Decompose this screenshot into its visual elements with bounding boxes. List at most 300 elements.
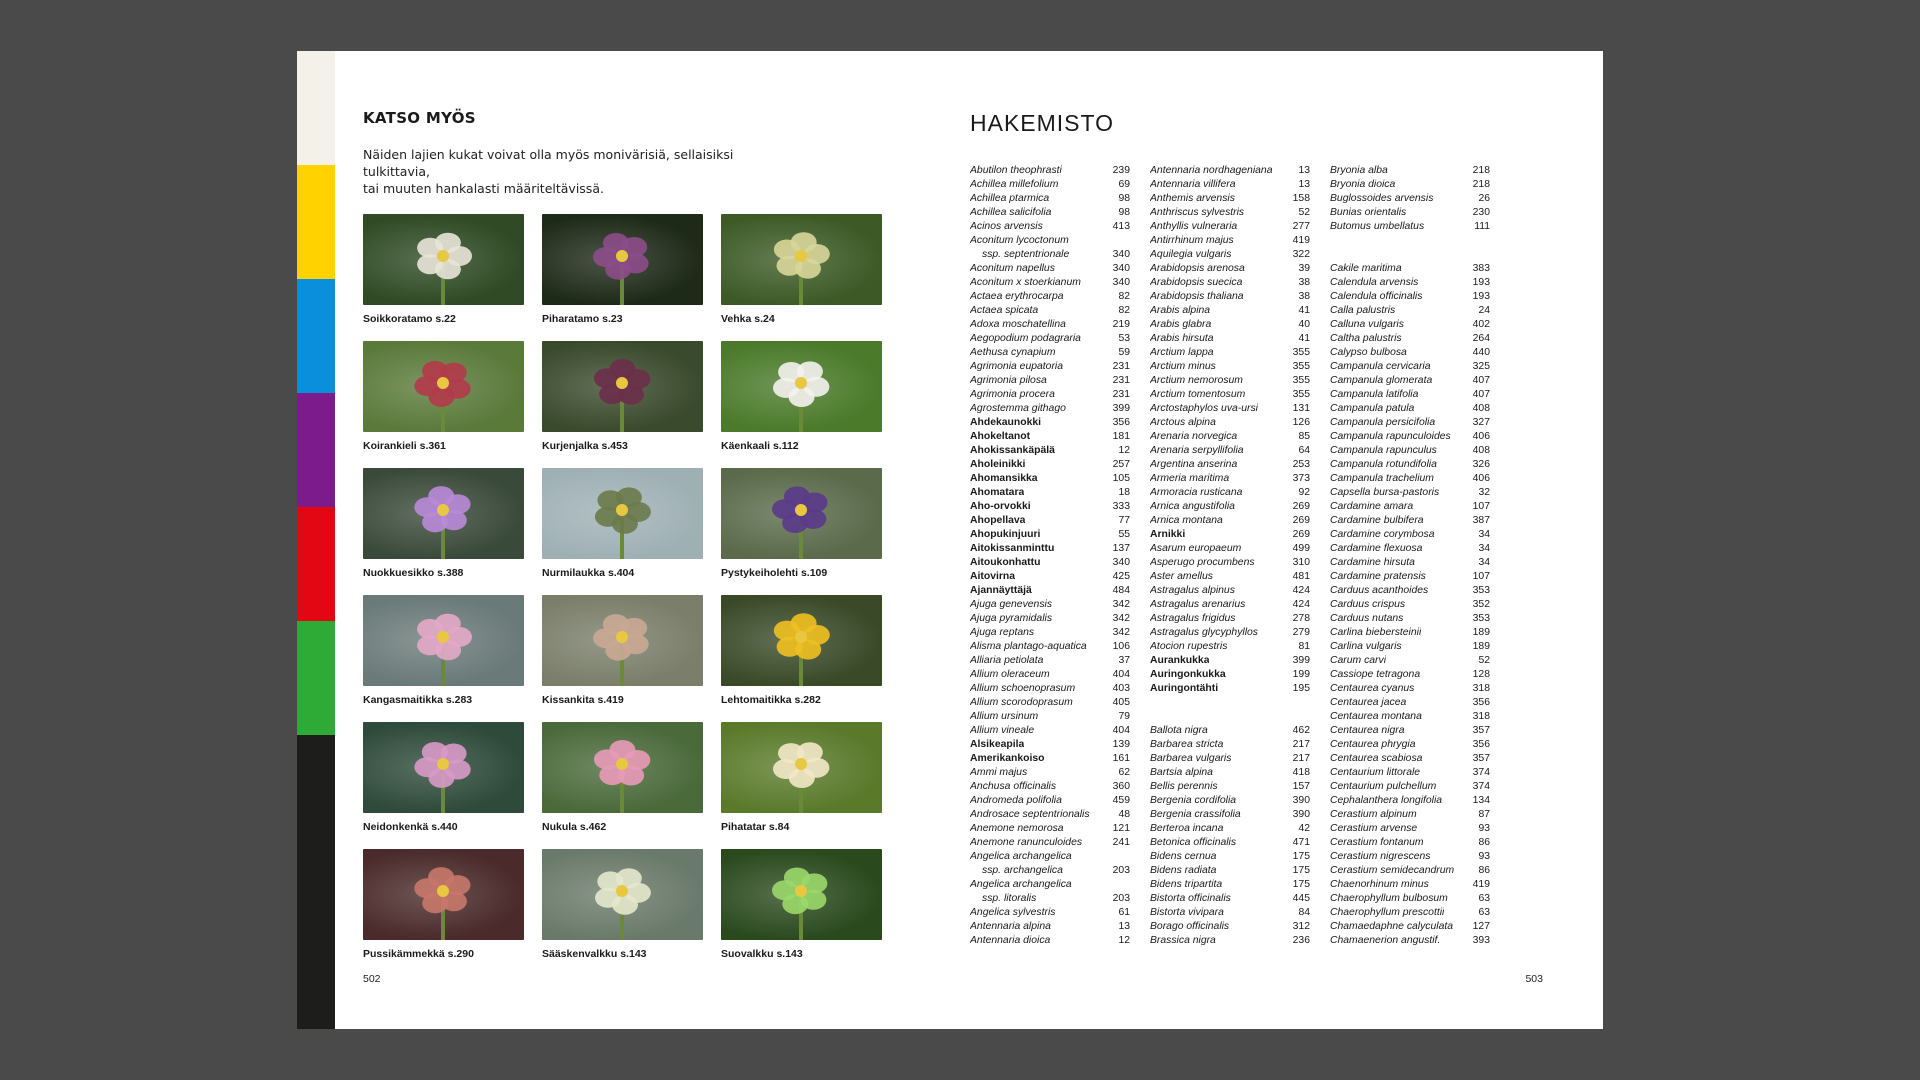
index-entry	[1150, 556, 1310, 570]
index-entry	[970, 346, 1130, 360]
index-entry	[1150, 304, 1310, 318]
index-entry	[1150, 892, 1310, 906]
book-spread	[297, 51, 1603, 1029]
entry-name: Campanula glomerata	[1330, 375, 1433, 386]
entry-name: Alliaria petiolata	[970, 655, 1044, 666]
plant-card	[542, 214, 703, 325]
entry-page: 484	[1112, 585, 1130, 596]
entry-page: 269	[1292, 501, 1310, 512]
index-entry	[970, 780, 1130, 794]
entry-page: 181	[1112, 431, 1130, 442]
index-entry	[1330, 626, 1490, 640]
entry-name: Angelica sylvestris	[970, 907, 1056, 918]
entry-page: 355	[1292, 361, 1310, 372]
entry-page: 64	[1298, 445, 1310, 456]
entry-page	[1306, 696, 1310, 710]
entry-page: 86	[1478, 837, 1490, 848]
entry-page: 239	[1112, 165, 1130, 176]
entry-page: 231	[1112, 375, 1130, 386]
entry-name: Atocion rupestris	[1150, 641, 1228, 652]
entry-page: 279	[1292, 627, 1310, 638]
index-entry	[1330, 794, 1490, 808]
index-entry	[1150, 542, 1310, 556]
left-page	[335, 51, 950, 1029]
entry-page: 199	[1292, 669, 1310, 680]
entry-page: 157	[1292, 781, 1310, 792]
entry-name: Aethusa cynapium	[970, 347, 1056, 358]
plant-card	[363, 722, 524, 833]
entry-name: Carduus crispus	[1330, 599, 1406, 610]
index-entry	[1150, 528, 1310, 542]
index-entry	[1150, 780, 1310, 794]
entry-name: Auringonkukka	[1150, 669, 1226, 680]
plant-caption: Lehtomaitikka s.282	[721, 694, 821, 706]
entry-page: 318	[1472, 683, 1490, 694]
entry-page: 175	[1292, 851, 1310, 862]
index-entry	[1150, 612, 1310, 626]
entry-page: 134	[1472, 795, 1490, 806]
entry-page: 340	[1112, 263, 1130, 274]
index-entry	[970, 668, 1130, 682]
entry-page: 77	[1118, 515, 1130, 526]
plant-caption: Suovalkku s.143	[721, 948, 803, 960]
entry-name: ssp. litoralis	[982, 893, 1037, 904]
index-entry	[1330, 556, 1490, 570]
color-tab-4	[297, 393, 335, 507]
entry-name: Ahopellava	[970, 515, 1026, 526]
entry-name: Antirrhinum majus	[1150, 235, 1234, 246]
entry-name: Campanula rotundifolia	[1330, 459, 1437, 470]
index-entry	[1330, 822, 1490, 836]
entry-name: Agrimonia pilosa	[970, 375, 1047, 386]
entry-page: 84	[1298, 907, 1310, 918]
entry-name: Carlina biebersteinii	[1330, 627, 1422, 638]
index-entry	[1330, 528, 1490, 542]
entry-page: 425	[1112, 571, 1130, 582]
index-entry	[1330, 220, 1490, 234]
plant-caption: Koirankieli s.361	[363, 440, 446, 452]
entry-name: Allium schoenoprasum	[970, 683, 1076, 694]
index-entry	[970, 934, 1130, 948]
entry-page: 407	[1472, 375, 1490, 386]
index-entry	[970, 752, 1130, 766]
entry-page: 419	[1292, 235, 1310, 246]
entry-page: 38	[1298, 277, 1310, 288]
entry-name: Centaurea cyanus	[1330, 683, 1415, 694]
index-entry	[1330, 346, 1490, 360]
entry-name: Cardamine corymbosa	[1330, 529, 1435, 540]
entry-page: 32	[1478, 487, 1490, 498]
entry-page: 340	[1112, 277, 1130, 288]
plant-card	[542, 595, 703, 706]
entry-page: 121	[1112, 823, 1130, 834]
entry-page: 193	[1472, 277, 1490, 288]
plant-card	[542, 849, 703, 960]
index-entry	[970, 234, 1130, 248]
index-entry	[970, 710, 1130, 724]
entry-name: Alsikeapila	[970, 739, 1025, 750]
entry-page: 257	[1112, 459, 1130, 470]
index-entry	[1150, 290, 1310, 304]
entry-name: Auringontähti	[1150, 683, 1219, 694]
entry-name: Antennaria nordhageniana	[1150, 165, 1273, 176]
entry-name: Chaerophyllum prescottii	[1330, 907, 1445, 918]
entry-name: Anemone ranunculoides	[970, 837, 1083, 848]
plant-card	[721, 849, 882, 960]
plant-caption: Sääskenvalkku s.143	[542, 948, 647, 960]
entry-name: Aitovirna	[970, 571, 1016, 582]
index-entry	[970, 430, 1130, 444]
entry-page: 62	[1118, 767, 1130, 778]
right-page	[950, 51, 1603, 1029]
entry-name: Bergenia cordifolia	[1150, 795, 1237, 806]
entry-page: 24	[1478, 305, 1490, 316]
entry-page: 127	[1472, 921, 1490, 932]
entry-name: Aitoukonhattu	[970, 557, 1041, 568]
entry-name: Amerikankoiso	[970, 753, 1045, 764]
index-entry	[970, 542, 1130, 556]
entry-page: 189	[1472, 627, 1490, 638]
entry-page: 98	[1118, 193, 1130, 204]
index-entry	[970, 794, 1130, 808]
index-entry	[1330, 584, 1490, 598]
entry-name: Cardamine flexuosa	[1330, 543, 1423, 554]
index-entry	[1150, 500, 1310, 514]
index-entry	[970, 920, 1130, 934]
entry-name: Berteroa incana	[1150, 823, 1224, 834]
index-entry	[1150, 640, 1310, 654]
entry-page: 126	[1292, 417, 1310, 428]
entry-name: Ahomatara	[970, 487, 1025, 498]
index-entry	[1150, 388, 1310, 402]
entry-page: 81	[1298, 641, 1310, 652]
index-entry	[970, 738, 1130, 752]
index-entry	[1330, 780, 1490, 794]
index-entry	[1150, 626, 1310, 640]
index-entry	[1150, 206, 1310, 220]
index-entry	[970, 164, 1130, 178]
entry-page: 128	[1472, 669, 1490, 680]
entry-name: Ahomansikka	[970, 473, 1038, 484]
plant-card	[542, 341, 703, 452]
index-entry	[1150, 178, 1310, 192]
index-entry	[1150, 836, 1310, 850]
index-entry	[1330, 262, 1490, 276]
entry-page: 42	[1298, 823, 1310, 834]
index-entry	[1330, 906, 1490, 920]
index-entry	[1330, 682, 1490, 696]
entry-name: Achillea millefolium	[970, 179, 1059, 190]
entry-name: Bryonia alba	[1330, 165, 1388, 176]
bistort-photo	[721, 722, 882, 813]
entry-name: Ajuga genevensis	[970, 599, 1053, 610]
index-entry	[1150, 864, 1310, 878]
entry-page: 175	[1292, 879, 1310, 890]
plant-card	[542, 468, 703, 579]
entry-name: Ahokeltanot	[970, 431, 1031, 442]
index-entry	[1330, 276, 1490, 290]
index-entry	[1150, 920, 1310, 934]
see-also-title: KATSO MYÖS	[363, 109, 476, 127]
index-entry	[970, 458, 1130, 472]
wood-cow-wheat-photo	[721, 595, 882, 686]
index-entry	[970, 360, 1130, 374]
entry-page: 12	[1118, 445, 1130, 456]
entry-name: Calluna vulgaris	[1330, 319, 1404, 330]
entry-page	[1486, 234, 1490, 248]
index-entry	[970, 262, 1130, 276]
index-entry	[1150, 598, 1310, 612]
entry-name: Armoracia rusticana	[1150, 487, 1243, 498]
index-entry	[1330, 416, 1490, 430]
index-entry	[970, 696, 1130, 710]
calypso-orchid-photo	[363, 722, 524, 813]
index-entry	[970, 514, 1130, 528]
index-entry	[1330, 696, 1490, 710]
entry-name: Bryonia dioica	[1330, 179, 1396, 190]
cow-wheat-pink-photo	[363, 595, 524, 686]
index-entry	[1330, 248, 1490, 262]
index-entry	[1150, 710, 1310, 724]
entry-page: 195	[1292, 683, 1310, 694]
entry-page: 219	[1112, 319, 1130, 330]
index-entry	[970, 584, 1130, 598]
index-entry	[1150, 794, 1310, 808]
fragrant-orchid-photo	[542, 849, 703, 940]
entry-name: Chaerophyllum bulbosum	[1330, 893, 1448, 904]
color-tab-1	[297, 51, 335, 165]
entry-name: Allium ursinum	[970, 711, 1039, 722]
entry-name: Actaea erythrocarpa	[970, 291, 1064, 302]
entry-page: 352	[1472, 599, 1490, 610]
entry-name: Arctostaphylos uva-ursi	[1150, 403, 1258, 414]
plant-card	[542, 722, 703, 833]
index-entry	[970, 388, 1130, 402]
index-column-3	[1330, 164, 1490, 948]
entry-name: Agrimonia eupatoria	[970, 361, 1063, 372]
entry-name: Arabidopsis thaliana	[1150, 291, 1244, 302]
index-entry	[1150, 192, 1310, 206]
index-entry	[1150, 248, 1310, 262]
index-entry	[1330, 178, 1490, 192]
index-entry	[1150, 458, 1310, 472]
entry-name: Bistorta officinalis	[1150, 893, 1231, 904]
entry-name: Arctium tomentosum	[1150, 389, 1246, 400]
index-entry	[1330, 920, 1490, 934]
index-entry	[1330, 892, 1490, 906]
entry-name: Ballota nigra	[1150, 725, 1208, 736]
entry-name: Achillea salicifolia	[970, 207, 1052, 218]
entry-name: Cerastium alpinum	[1330, 809, 1417, 820]
entry-name: Campanula rapunculoides	[1330, 431, 1451, 442]
index-entry	[970, 906, 1130, 920]
plant-card	[721, 468, 882, 579]
index-entry	[1150, 444, 1310, 458]
entry-name: Bidens radiata	[1150, 865, 1217, 876]
entry-page: 93	[1478, 823, 1490, 834]
entry-name: Cardamine hirsuta	[1330, 557, 1415, 568]
entry-name: Ahokissankäpälä	[970, 445, 1055, 456]
calla-spadix-photo	[721, 214, 882, 305]
plant-caption: Pussikämmekkä s.290	[363, 948, 474, 960]
entry-page: 230	[1472, 207, 1490, 218]
entry-name: Calendula arvensis	[1330, 277, 1419, 288]
entry-page: 360	[1112, 781, 1130, 792]
index-entry	[970, 332, 1130, 346]
entry-page: 41	[1298, 305, 1310, 316]
entry-name: Allium oleraceum	[970, 669, 1050, 680]
entry-name: Ajuga reptans	[970, 627, 1035, 638]
index-entry	[1150, 318, 1310, 332]
entry-name: Cephalanthera longifolia	[1330, 795, 1443, 806]
entry-name: Aster amellus	[1150, 571, 1213, 582]
entry-page: 39	[1298, 263, 1310, 274]
entry-name: Chaenorhinum minus	[1330, 879, 1429, 890]
entry-page: 383	[1472, 263, 1490, 274]
plant-card	[363, 341, 524, 452]
entry-name: Carduus nutans	[1330, 613, 1404, 624]
entry-name: Calla palustris	[1330, 305, 1396, 316]
entry-page: 13	[1298, 179, 1310, 190]
index-entry	[1330, 164, 1490, 178]
entry-name: Butomus umbellatus	[1330, 221, 1425, 232]
entry-name: Arabidopsis arenosa	[1150, 263, 1245, 274]
entry-page: 69	[1118, 179, 1130, 190]
index-entry	[1150, 472, 1310, 486]
index-entry	[1330, 444, 1490, 458]
entry-name: Carum carvi	[1330, 655, 1387, 666]
plant-card	[363, 468, 524, 579]
entry-name: Allium vineale	[970, 725, 1035, 736]
entry-name: Ahdekaunokki	[970, 417, 1042, 428]
entry-name: Aconitum lycoctonum	[970, 235, 1069, 246]
entry-page: 326	[1472, 459, 1490, 470]
plant-caption: Pihatatar s.84	[721, 821, 790, 833]
index-entry	[1330, 472, 1490, 486]
entry-name: Angelica archangelica	[970, 879, 1072, 890]
entry-name: Capsella bursa-pastoris	[1330, 487, 1440, 498]
entry-page: 98	[1118, 207, 1130, 218]
index-entry	[1150, 878, 1310, 892]
color-tab-strip	[297, 51, 335, 1029]
entry-page: 340	[1112, 249, 1130, 260]
index-title: HAKEMISTO	[970, 110, 1115, 136]
entry-page: 342	[1112, 613, 1130, 624]
entry-page: 355	[1292, 375, 1310, 386]
entry-name: Arenaria serpyllifolia	[1150, 445, 1244, 456]
index-entry	[1330, 598, 1490, 612]
entry-page: 13	[1118, 921, 1130, 932]
entry-page: 333	[1112, 501, 1130, 512]
entry-name: Cerastium arvense	[1330, 823, 1418, 834]
index-entry	[1330, 738, 1490, 752]
entry-page: 499	[1292, 543, 1310, 554]
index-entry	[1330, 458, 1490, 472]
entry-name: ssp. archangelica	[982, 865, 1063, 876]
index-entry	[1330, 290, 1490, 304]
entry-name: Achillea ptarmica	[970, 193, 1050, 204]
wild-basil-photo	[542, 722, 703, 813]
entry-page: 82	[1118, 305, 1130, 316]
index-entry	[970, 416, 1130, 430]
index-entry	[1330, 332, 1490, 346]
index-entry	[1330, 542, 1490, 556]
entry-name: Aegopodium podagraria	[970, 333, 1081, 344]
index-entry	[1150, 332, 1310, 346]
index-entry	[1150, 486, 1310, 500]
entry-name: Adoxa moschatellina	[970, 319, 1066, 330]
index-entry	[970, 220, 1130, 234]
entry-name: Aurankukka	[1150, 655, 1210, 666]
entry-page: 158	[1292, 193, 1310, 204]
entry-name: Barbarea vulgaris	[1150, 753, 1232, 764]
index-entry	[1150, 220, 1310, 234]
index-entry	[1330, 612, 1490, 626]
entry-page: 217	[1292, 753, 1310, 764]
index-entry	[1330, 430, 1490, 444]
entry-page: 418	[1292, 767, 1310, 778]
index-entry	[1330, 864, 1490, 878]
entry-page: 269	[1292, 529, 1310, 540]
entry-name: Bidens tripartita	[1150, 879, 1223, 890]
index-entry	[970, 892, 1130, 906]
entry-page: 424	[1292, 599, 1310, 610]
entry-page: 462	[1292, 725, 1310, 736]
index-entry	[1150, 934, 1310, 948]
entry-page: 445	[1292, 893, 1310, 904]
entry-name: Arabis glabra	[1150, 319, 1212, 330]
entry-page: 105	[1112, 473, 1130, 484]
index-entry	[970, 682, 1130, 696]
entry-name: Cerastium semidecandrum	[1330, 865, 1455, 876]
entry-name: Centaurea montana	[1330, 711, 1422, 722]
index-entry	[1150, 374, 1310, 388]
index-entry	[1330, 570, 1490, 584]
entry-name: Anemone nemorosa	[970, 823, 1064, 834]
entry-page	[1306, 710, 1310, 724]
index-entry	[970, 640, 1130, 654]
entry-name: Androsace septentrionalis	[970, 809, 1090, 820]
plant-caption: Käenkaali s.112	[721, 440, 799, 452]
entry-page: 52	[1478, 655, 1490, 666]
entry-page: 406	[1472, 473, 1490, 484]
entry-page: 342	[1112, 599, 1130, 610]
entry-page: 402	[1472, 319, 1490, 330]
index-entry	[1150, 234, 1310, 248]
entry-name: Cardamine bulbifera	[1330, 515, 1424, 526]
entry-page: 63	[1478, 907, 1490, 918]
entry-name: Arnica angustifolia	[1150, 501, 1235, 512]
index-entry	[970, 822, 1130, 836]
index-entry	[970, 864, 1130, 878]
index-column-2	[1150, 164, 1310, 948]
entry-name: Arnikki	[1150, 529, 1186, 540]
entry-page: 85	[1298, 431, 1310, 442]
index-entry	[970, 472, 1130, 486]
entry-page	[1126, 878, 1130, 892]
entry-page: 357	[1472, 753, 1490, 764]
plant-caption: Vehka s.24	[721, 313, 775, 325]
index-entry	[1150, 402, 1310, 416]
color-tab-3	[297, 279, 335, 393]
index-entry	[1150, 850, 1310, 864]
entry-page: 408	[1472, 403, 1490, 414]
entry-name: Astragalus frigidus	[1150, 613, 1236, 624]
index-entry	[970, 500, 1130, 514]
index-entry	[970, 850, 1130, 864]
entry-name: Anthemis arvensis	[1150, 193, 1235, 204]
entry-name: Campanula latifolia	[1330, 389, 1419, 400]
